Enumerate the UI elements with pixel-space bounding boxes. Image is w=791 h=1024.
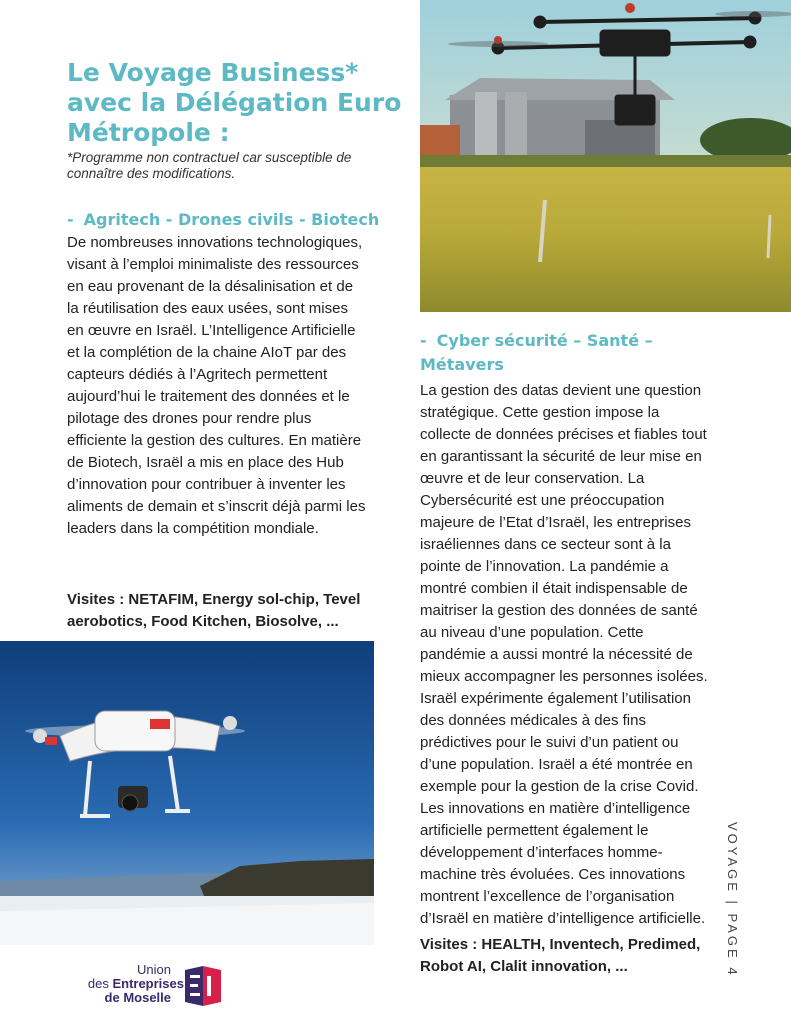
page-label: VOYAGE | PAGE 4: [725, 822, 740, 978]
heading-dash: -: [67, 210, 74, 229]
section-agritech-heading: [67, 208, 412, 232]
section-agritech-body: De nombreuses innovations technologiques, visant à l’emploi minimaliste des ressources en eau provenant de la désalinisation et de la réutilisation des eaux usées, sont mises en œuvre en Israël. L’Intelligence Artificielle et la complétion de la chaine AIoT par des capteurs dédiés à l’Agritech permettent aujourd’hui le traitement des données et le pilotage des drones pour rendre plus efficiente la gestion des cultures. En matière de Biotech, Israël a mis en place des Hub d’innovation pour contribuer à inventer les aliments de demain et s’inscrit déjà parmi les leaders dans la compétition mondiale.: [67, 234, 366, 537]
ue-moselle-logo: [66, 962, 226, 1008]
logo-mark-icon: [185, 966, 221, 1006]
logo-line3: de Moselle: [104, 990, 171, 1005]
section-cyber-heading: [420, 329, 720, 377]
logo-line1: Union: [137, 962, 171, 977]
section-agritech-visits: Visites : NETAFIM, Energy sol-chip, Tevel aerobotics, Food Kitchen, Biosolve, ...: [67, 591, 361, 630]
top-photo: [420, 0, 791, 312]
page-title: Le Voyage Business* avec la Délégation Euro Métropole :: [67, 58, 402, 147]
bottom-photo: [0, 641, 374, 945]
section-cyber-body: La gestion des datas devient une question stratégique. Cette gestion impose la collecte de données précises et fiables tout en garantissant la sécurité de leur mise en œuvre et de leur conservation. La Cybersécurité est une préoccupation majeure de l’Etat d’Israël, les entreprises israéliennes dans ce secteur sont à la pointe de l’innovation. La pandémie a montré combien il était indispensable de maitriser la gestion des données de santé au niveau d’une population. Cette pandémie a aussi montré la nécessité de mieux accompagner les personnes isolées. Israël expérimente également l’utilisation des données médicales à des fins prédictives pour le suivi d’un patient ou d’une population. Israël a été montrée en exemple pour la gestion de la crise Covid. Les innovations en matière d’intelligence artificielle permettent également le développement d’interfaces homme-machine très évoluées. Ces innovations montrent l’excellence de l’organisation d’Israël en matière d’intelligence artificielle.: [420, 382, 708, 927]
logo-line2: des Entreprises: [87, 976, 184, 991]
heading-dash: -: [420, 331, 427, 350]
disclaimer: *Programme non contractuel car susceptible de connaître des modifications.: [67, 150, 352, 181]
heading-text: Agritech - Drones civils - Biotech: [83, 210, 380, 229]
section-cyber-visits: Visites : HEALTH, Inventech, Predimed, Robot AI, Clalit innovation, ...: [420, 936, 701, 975]
heading-text: Cyber sécurité – Santé – Métavers: [420, 331, 653, 374]
